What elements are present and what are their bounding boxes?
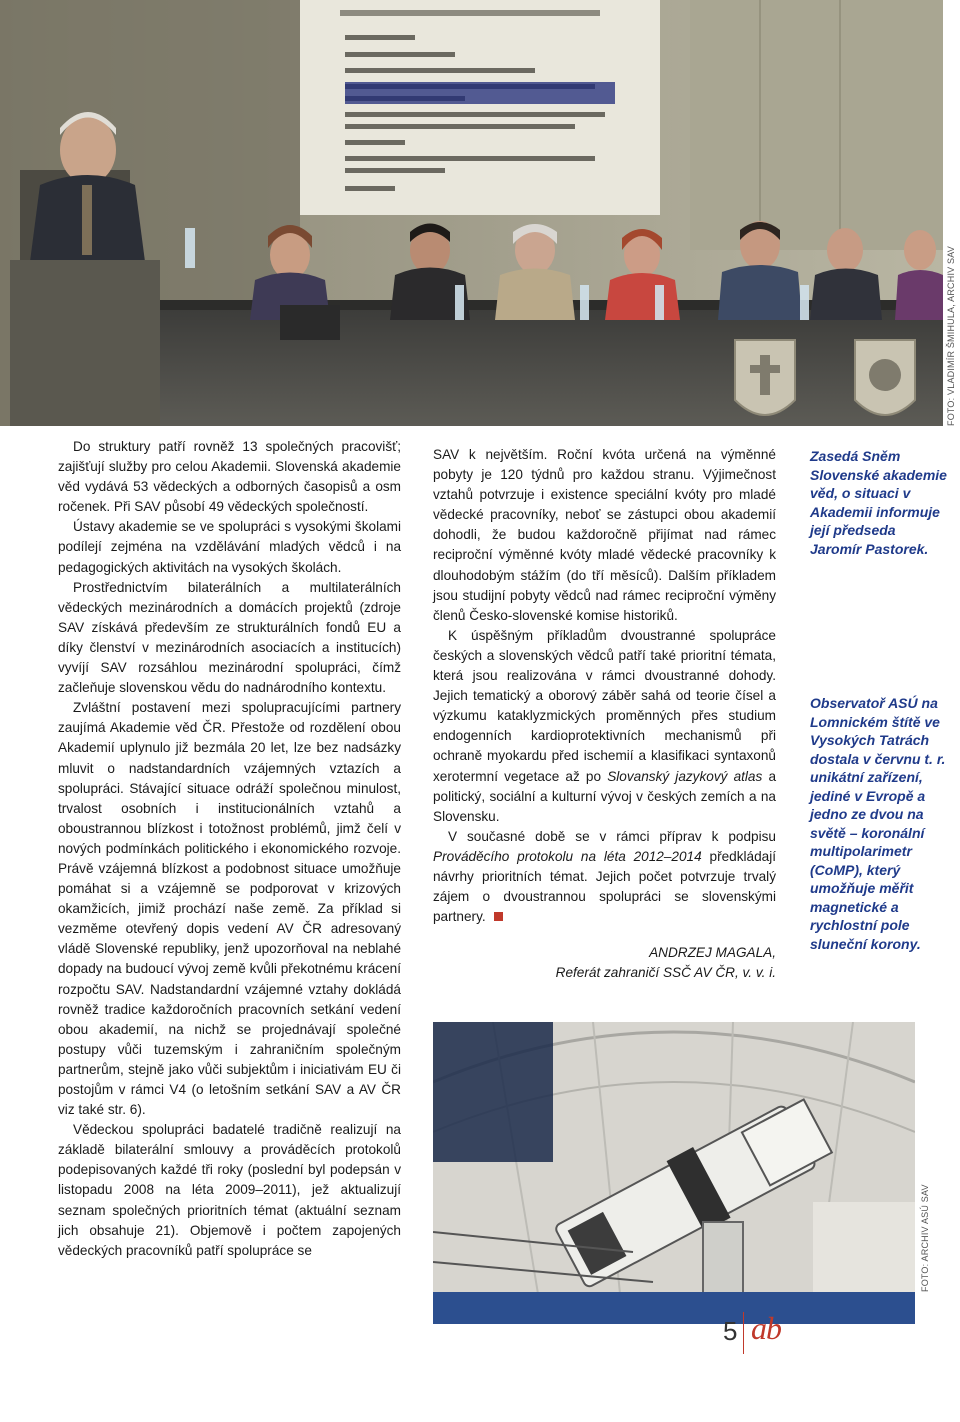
italic-title: Slovanský jazykový atlas [607, 768, 763, 784]
magazine-logo: ab [751, 1310, 781, 1346]
photo-credit-bottom: FOTO: ARCHIV ASÚ SAV [920, 1184, 930, 1292]
left-column [58, 437, 401, 1261]
author-affiliation: Referát zahraničí SSČ AV ČR, v. v. i. [555, 965, 776, 981]
photo-caption-top: Zasedá Sněm Slovenské akademie věd, o situaci v Akademii informuje její předseda Jaromír Pastorek. [810, 448, 947, 557]
paragraph: Ústavy akademie se ve spolupráci s vysokými školami podílejí zejména na vzdělávání mladých vědců i na pedagogických aktivitách na vysokých školách. [58, 519, 401, 575]
text-run: a politický, sociální a kulturní vývoj v českých zemích a na Slovensku. [433, 768, 776, 824]
paragraph: Prostřednictvím bilaterálních a multilaterálních vědeckých mezinárodních a domácích projektů (zdroje SAV získává především ze strukturálních fondů EU a díky členství v mezinárodních asociacích a institucích) vyvíjí SAV rozsáhlou mezinárodní spolupráci, čímž začleňuje slovenskou vědu do nadnárodního kontextu. [58, 579, 401, 696]
footer-divider [743, 1312, 744, 1354]
paragraph [433, 827, 776, 927]
observatory-photo [433, 1022, 915, 1324]
signature [433, 943, 776, 983]
text-run: předkládají návrhy prioritních témat. Jejich počet potvrzuje trvalý zájem o dvoustrannou spolupráci se slovenskými partnery. [433, 848, 777, 925]
paragraph [433, 626, 776, 827]
conference-photo [0, 0, 943, 426]
paragraph: SAV k největším. Roční kvóta určená na výměnné pobyty je 120 týdnů pro každou stranu. Výjimečnost vztahů potvrzuje i existence speciální kvóty pro mladé vědecké pracovníky, neboť se zástupci obou akademií dohodli, že budou každoročně přijímat nad rámec reciproční výměnné kvóty mladé vědecké pracovníky k dlouhodobým stážím (do tří měsíců). Dalším příkladem jsou studijní pobyty vědců nad rámec reciproční výměny členů Česko-slovenské komise historiků. [433, 447, 776, 623]
paragraph: Do struktury patří rovněž 13 společných pracovišť; zajišťují služby pro celou Akademii. Slovenská akademie věd vydává 53 vědeckých a odborných časopisů a osm ročenek. Při SAV působí 49 vědeckých společností. [58, 439, 401, 515]
paragraph: Vědeckou spolupráci badatelé tradičně realizují na základě bilaterální smlouvy a prováděcích protokolů podepisovaných každé tři roky (poslední byl podepsán v listopadu 2008 na léta 2009–2011), jež aktualizují seznam společných prioritních témat (aktuální seznam jich obsahuje 21). Objemově i počtem zapojených vědeckých pracovníků patří spolupráce se [58, 1122, 401, 1258]
end-mark-icon [494, 912, 503, 921]
photo-caption-bottom: Observatoř ASÚ na Lomnickém štítě ve Vysokých Tatrách dostala v červnu t. r. unikátní zařízení, jediné v Evropě a jedno ze dvou na světě – koronální multipolarimetr (CoMP), který umožňuje měřit magnetické a rychlostní pole sluneční korony. [810, 695, 946, 952]
middle-column [433, 445, 776, 983]
photo-credit-top: FOTO: VLADIMÍR ŠMIHULA, ARCHIV SAV [946, 245, 956, 426]
author-name: ANDRZEJ MAGALA, [649, 945, 776, 961]
paragraph: Zvláštní postavení mezi spolupracujícími partnery zaujímá Akademie věd ČR. Přestože od rozdělení obou Akademií uplynulo již bezmála 20 let, lze bez nadsázky mluvit o nadstandardních vzájemných vztazích a spolupráci. Stávající situace odráží společnou minulost, trvalost osobních i institucionálních vztahů a oboustrannou blízkost i totožnost problémů, jimž čelí v nových podmínkách politického i ekonomického rozvoje. Právě vzájemná blízkost a podobnost situace umožňuje pomáhat si a vzájemně se podporovat v krizových okamžicích, jimiž prochází naše země. Za příklad si vezměme otevřený dopis vedení AV ČR adresovaný vládě Slovenské republiky, jenž upozorňoval na neblahé dopady na budoucí vývoj země kvůli překotnému krácení rozpočtu SAV. Nadstandardní vzájemné vztahy dokládá rovněž tradice každoročních pracovních setkání vedení obou akademií, na nichž se projednávají společné postupy vůči tuzemským i zahraničním společným partnerům, stejně jako vůči subjektům i iniciativám EU či postojům v rámci V4 (o letošním setkání SAV a AV ČR viz také str. 6). [58, 700, 401, 1118]
text-run: V současné době se v rámci příprav k podpisu [448, 828, 776, 844]
text-run: K úspěšným příkladům dvoustranné spolupráce českých a slovenských vědců patří také prioritní témata, která jsou realizována v rámci dvoustranné dohody. Jejich tematický a oborový záběr sahá od teorie čísel a výzkumu kataklyzmických proměnných přes studium endogenních kardioprotektivních mechanismů při ochraně myokardu před ischemií a klasifikaci syntaxonů xerotermní vegetace až po [433, 627, 776, 784]
page-number: 5 [723, 1316, 738, 1346]
italic-title: Prováděcího protokolu na léta 2012–2014 [433, 848, 702, 864]
